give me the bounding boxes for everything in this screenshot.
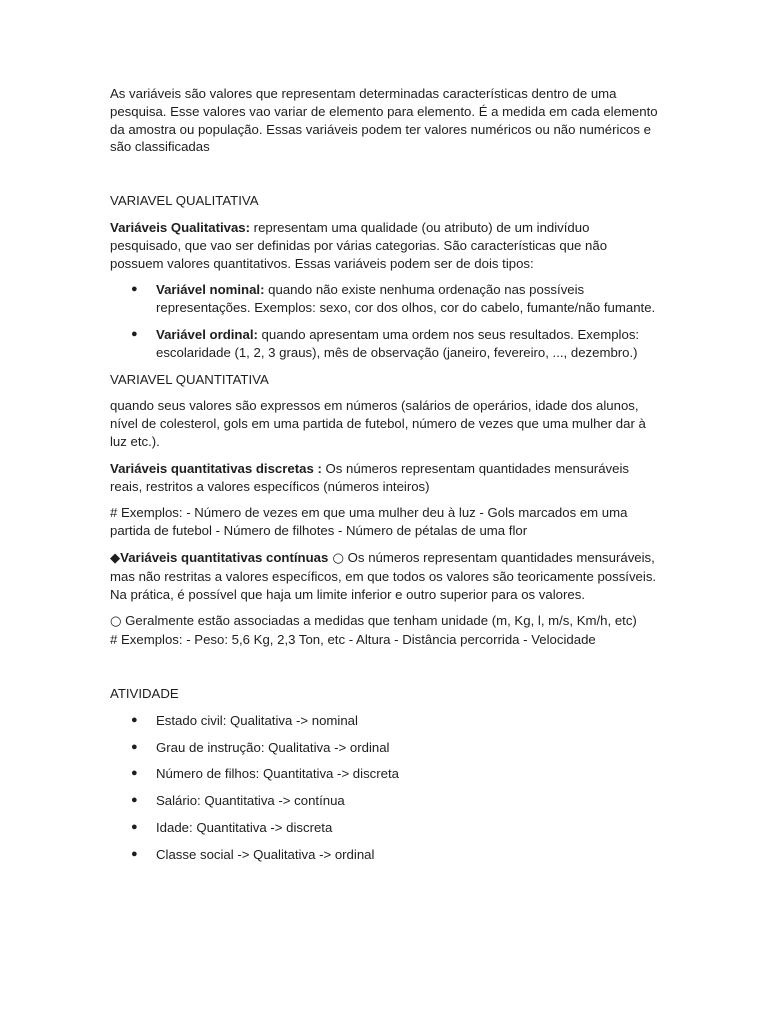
document-body: [110, 85, 662, 873]
bullet-icon: ●: [131, 820, 138, 833]
list-item-term: Variável ordinal:: [156, 326, 258, 342]
list-item: [110, 846, 662, 864]
continuas-examples: # Exemplos: - Peso: 5,6 Kg, 2,3 Ton, etc - Altura - Distância percorrida - Velocidade: [110, 632, 596, 648]
intro-paragraph: As variáveis são valores que representam determinadas características dentro de uma pesquisa. Esse valores vao variar de elemento para elemento. É a medida em cada elemento da amostra ou população. Essas variáveis podem ter valores numéricos ou não numéricos e são classificadas: [110, 86, 658, 155]
list-item-text: Estado civil: Qualitativa -> nominal: [156, 712, 358, 728]
circle-icon: ○: [328, 550, 345, 566]
list-item-text: quando não existe nenhuma ordenação nas possíveis representações. Exemplos: sexo, cor dos olhos, cor do cabelo, fumante/não fumante.: [156, 282, 656, 316]
atividade-list: [110, 712, 662, 864]
continuas-term: Variáveis quantitativas contínuas: [120, 549, 329, 565]
atividade-heading: ATIVIDADE: [110, 685, 179, 701]
bullet-icon: ●: [131, 713, 138, 726]
list-item: [110, 819, 662, 837]
continuas-text: Os números representam quantidades mensuráveis, mas não restritas a valores específicos, em que todos os valores são teoricamente possíveis. Na prática, é possível que haja um limite inferior e outro superior para os valores.: [110, 549, 657, 602]
diamond-icon: ◆: [110, 550, 121, 566]
bullet-icon: ●: [131, 767, 138, 780]
continuas-note: [110, 612, 662, 631]
discretas-term: Variáveis quantitativas discretas :: [110, 460, 322, 476]
quantitativa-definition: quando seus valores são expressos em números (salários de operários, idade dos alunos, nível de colesterol, gols em uma partida de futebol, número de vezes que uma mulher dar à luz etc.).: [110, 398, 646, 449]
bullet-icon: ●: [131, 740, 138, 753]
list-item: [110, 712, 662, 730]
discretas-definition: [110, 460, 662, 496]
discretas-examples: # Exemplos: - Número de vezes em que uma mulher deu à luz - Gols marcados em uma partida de futebol - Número de filhotes - Número de pétalas de uma flor: [110, 505, 628, 539]
list-item-text: Salário: Quantitativa -> contínua: [156, 793, 345, 809]
qualitativa-types-list: [110, 281, 662, 361]
list-item-text: Número de filhos: Quantitativa -> discreta: [156, 766, 399, 782]
qualitativa-definition: [110, 219, 662, 272]
discretas-text: Os números representam quantidades mensuráveis reais, restritos a valores específicos (números inteiros): [110, 460, 629, 494]
list-item: [110, 739, 662, 757]
list-item: [110, 281, 662, 317]
bullet-icon: ●: [131, 327, 138, 340]
bullet-icon: ●: [131, 794, 138, 807]
qualitativa-heading: VARIAVEL QUALITATIVA: [110, 193, 259, 209]
list-item-text: quando apresentam uma ordem nos seus resultados. Exemplos: escolaridade (1, 2, 3 graus), mês de observação (janeiro, fevereiro, ..., dezembro.): [156, 326, 640, 360]
list-item-text: Grau de instrução: Qualitativa -> ordinal: [156, 739, 390, 755]
list-item: [110, 792, 662, 810]
list-item-term: Variável nominal:: [156, 282, 265, 298]
list-item-text: Classe social -> Qualitativa -> ordinal: [156, 846, 375, 862]
list-item: [110, 326, 662, 362]
qualitativa-definition-text: representam uma qualidade (ou atributo) de um indivíduo pesquisado, que vao ser definidas por várias categorias. São características que não possuem valores quantitativos. Essas variáveis podem ser de dois tipos:: [110, 219, 608, 271]
continuas-note-text: Geralmente estão associadas a medidas que tenham unidade (m, Kg, l, m/s, Km/h, etc): [121, 613, 637, 629]
quantitativa-heading: VARIAVEL QUANTITATIVA: [110, 371, 269, 387]
circle-icon: ○: [110, 614, 122, 630]
qualitativa-definition-term: Variáveis Qualitativas:: [110, 219, 251, 235]
bullet-icon: ●: [131, 847, 138, 860]
list-item: [110, 765, 662, 783]
continuas-definition: [110, 549, 662, 603]
list-item-text: Idade: Quantitativa -> discreta: [156, 819, 333, 835]
bullet-icon: ●: [131, 283, 138, 296]
